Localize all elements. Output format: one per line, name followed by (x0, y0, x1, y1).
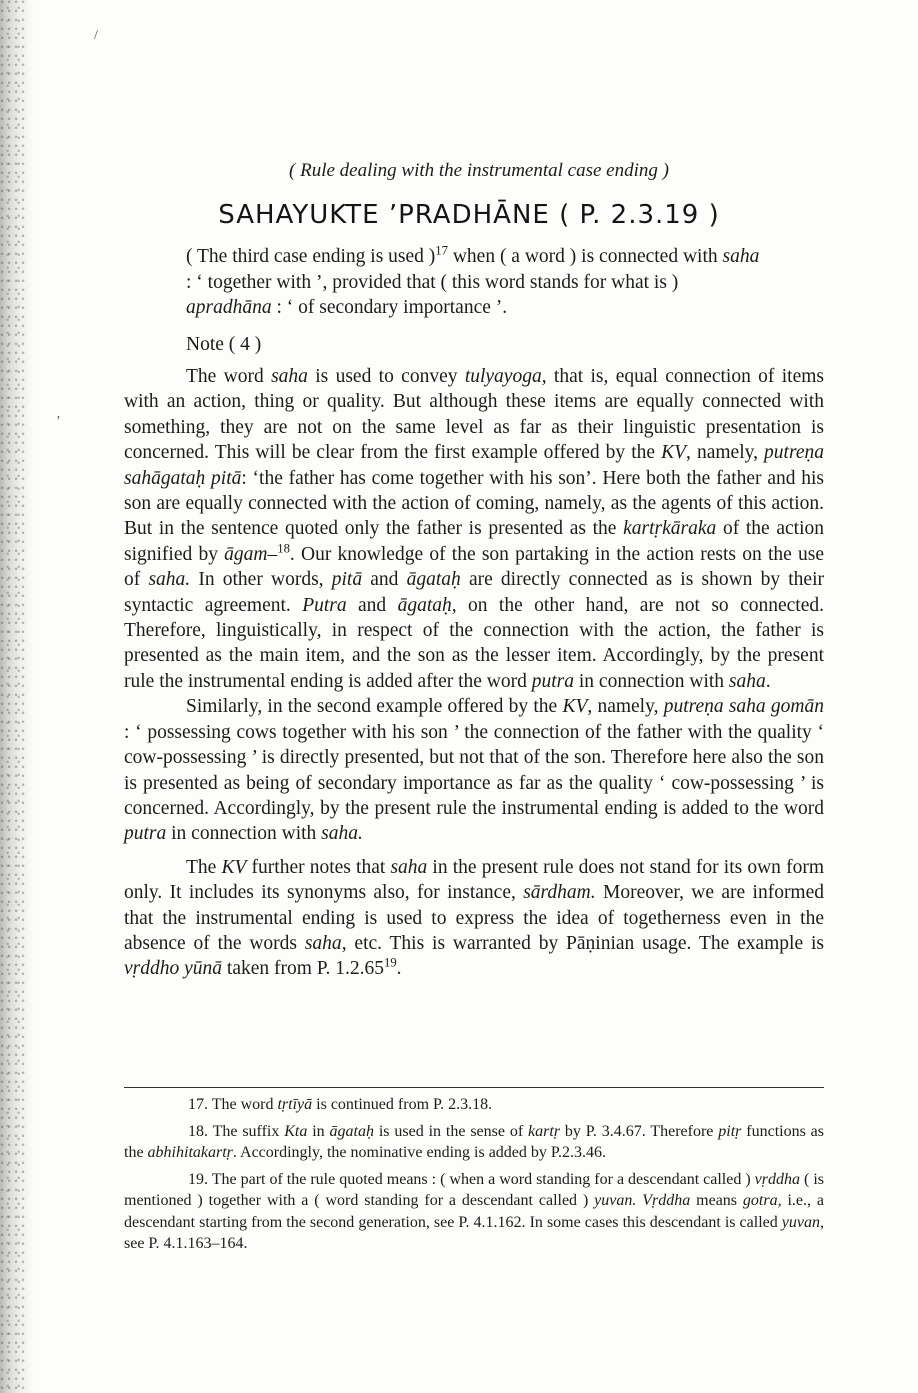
italic-term: saha (722, 246, 760, 267)
text-run: . Accordingly, the nominative ending is added by P.2.3.46. (232, 1144, 607, 1161)
text-run: are directly connected as is shown by their syntactic agreement. (124, 569, 825, 616)
text-run: The word (186, 366, 272, 387)
footnote-ref: 18 (277, 541, 290, 556)
text-run: when ( a word ) is connected with (447, 246, 723, 267)
italic-term: saha (271, 366, 308, 387)
text-run: 19. The part of the rule quoted means : ( when a word standing for a descendant called ) (188, 1170, 755, 1188)
text-run: , that is, equal connection of items with an action, thing or quality. But although these items are equally connected with something, they are not on the same level as far as their linguistic presentation is concerned. This will be clear from the first example offered by the (124, 366, 824, 464)
text-run: Similarly, in the second example offered by the (186, 696, 563, 718)
text-run: Moreover, we are informed that the instrumental ending is used to express the idea of togetherness even in the absence of the words (124, 882, 825, 954)
text-run: : ‘the father has come together with his son’. Here both the father and his son are equally connected with the action of coming, namely, as the agents of this action. But in the sentence quoted only the father is presented as the (124, 467, 824, 540)
italic-term: gotra (742, 1192, 778, 1209)
footnote-ref: 19 (383, 955, 397, 970)
text-run: is used in the sense of (374, 1122, 529, 1140)
footnote-ref: 17 (435, 243, 448, 258)
text-run: and (346, 594, 398, 616)
text-run: in (307, 1122, 330, 1140)
italic-term: yuvan (781, 1213, 820, 1231)
italic-term: saha (390, 856, 428, 878)
footnote-18 (124, 1121, 824, 1164)
footnote-17 (124, 1094, 824, 1116)
italic-term: apradhāna (186, 297, 272, 318)
text-run: , i.e., a descendant starting from the second generation, see P. 4.1.162. In some cases this descendant is called (124, 1192, 825, 1231)
text-run: , etc. This is warranted by Pāṇinian usage. The example is (341, 932, 824, 954)
italic-term: saha. (148, 569, 191, 591)
italic-term: vṛddha (754, 1170, 800, 1188)
italic-term: saha (304, 932, 342, 954)
italic-term: pitṛ (718, 1122, 742, 1140)
italic-term: abhihitakartṛ (147, 1144, 233, 1161)
text-run: of the action signified by (124, 518, 824, 565)
rule-subtitle: ( Rule dealing with the instrumental case ending ) (289, 160, 669, 181)
paragraph (124, 694, 824, 846)
text-run: is used to convey (307, 366, 465, 387)
italic-term: tṛtīyā (277, 1096, 313, 1113)
text-run: . (765, 670, 771, 692)
text-run: : ‘ together with ’, provided that ( this word stands for what is ) (186, 271, 679, 293)
footnotes (124, 1094, 824, 1260)
text-run: by P. 3.4.67. Therefore (560, 1122, 719, 1140)
text-run: ( The third case ending is used ) (186, 246, 436, 267)
italic-term: āgataḥ (397, 594, 452, 616)
rule-heading: SAHAYUKTE ’PRADHĀNE ( P. 2.3.19 ) (218, 200, 720, 230)
italic-term: KV (221, 856, 247, 878)
text-run: means (690, 1192, 743, 1209)
italic-term: putra (124, 823, 167, 845)
italic-term: putreṇa sahāgataḥ pitā (124, 442, 824, 489)
italic-term: tulyayoga (464, 366, 542, 387)
italic-term: Putra (302, 594, 347, 616)
italic-term: vṛddho yūnā (124, 958, 223, 980)
text-run: in connection with (574, 670, 729, 692)
stray-mark: ’ (56, 414, 61, 429)
paragraph (124, 364, 824, 694)
text-run: In other words, (190, 569, 332, 591)
text-run: , namely, (587, 696, 664, 718)
italic-term: sārdham. (523, 882, 596, 904)
text-run: , see P. 4.1.163–164. (124, 1213, 824, 1252)
text-run: : ‘ of secondary importance ’. (271, 297, 508, 318)
italic-term: putreṇa saha gomān (663, 696, 824, 718)
paragraph (124, 855, 824, 982)
text-run: 17. The word (188, 1096, 278, 1113)
note-body (124, 364, 824, 982)
text-run: . Our knowledge of the son partaking in the action rests on the use of (124, 543, 824, 591)
text-run: functions as the (124, 1122, 825, 1161)
footnote-divider (124, 1087, 824, 1088)
italic-term: āgataḥ (406, 569, 461, 591)
italic-term: Kta (284, 1122, 308, 1140)
text-run: and (362, 569, 407, 591)
italic-term: saha. (321, 823, 363, 845)
text-run: , on the other hand, are not so connected. Therefore, linguistically, in respect of the connection with the action, the father is presented as the main item, and the son as the lesser item. Accordingly, by the present rule the instrumental ending is added after the word (124, 594, 824, 692)
text-run: is continued from P. 2.3.18. (312, 1096, 493, 1113)
text-run: 18. The suffix (188, 1122, 285, 1140)
text-run: in the present rule does not stand for its own form only. It includes its synonyms also, for instance, (124, 856, 824, 904)
italic-term: kartṛ (528, 1122, 561, 1140)
italic-term: KV (562, 696, 588, 718)
text-run: , namely, (686, 442, 765, 464)
footnote-19 (124, 1169, 824, 1255)
italic-term: saha (728, 670, 766, 692)
italic-term: āgataḥ (329, 1122, 374, 1140)
text-run: in connection with (166, 823, 322, 845)
italic-term: kartṛkāraka (623, 518, 717, 540)
italic-term: yuvan. Vṛddha (594, 1192, 691, 1209)
italic-term: āgam– (224, 543, 278, 565)
note-label: Note ( 4 ) (186, 334, 262, 355)
italic-term: pitā (331, 569, 363, 591)
text-run: taken from P. 1.2.65 (222, 958, 384, 980)
text-run: : ‘ possessing cows together with his son ’ the connection of the father with the quality ‘ cow-possessing ’ is directly presented, but not that of the son. Therefore here also the son is presented as being of secondary importance as far as the quality ‘ cow-possessing ’ is concerned. Accordingly, by the present rule the instrumental ending is added to the word (124, 721, 824, 819)
stray-mark: / (94, 28, 98, 43)
italic-term: KV (661, 442, 687, 464)
text-run: . (396, 958, 402, 980)
text-run: The (186, 856, 222, 878)
italic-term: putra (531, 670, 575, 692)
text-run: further notes that (246, 856, 391, 878)
rule-translation (186, 244, 766, 321)
text-run: ( is mentioned ) together with a ( word standing for a descendant called ) (124, 1170, 825, 1209)
